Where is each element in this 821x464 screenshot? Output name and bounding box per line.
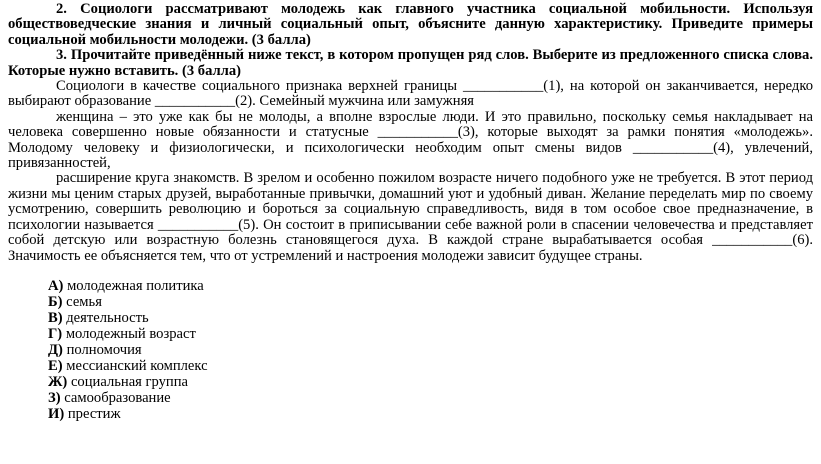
option-i xyxy=(48,406,813,422)
option-letter: Ж) xyxy=(48,373,68,390)
option-e xyxy=(48,358,813,374)
option-letter: Г) xyxy=(48,325,63,342)
task-2-heading: 2. Социологи рассматривают молодежь как главного участника социальной мобильности. Используя обществоведческие знания и личный социальный опыт, объясните данную характеристику. Приведите примеры социальной мобильности молодежи. (3 балла) xyxy=(8,1,813,48)
option-text: самообразование xyxy=(64,389,171,406)
option-letter: В) xyxy=(48,309,63,326)
task-3-heading: 3. Прочитайте приведённый ниже текст, в котором пропущен ряд слов. Выберите из предложенного списка слова. Которые нужно вставить. (3 балла) xyxy=(8,47,813,79)
option-text: деятельность xyxy=(66,309,149,326)
option-text: престиж xyxy=(67,405,121,422)
option-letter: А) xyxy=(48,277,64,294)
option-a xyxy=(48,278,813,294)
text-paragraph-2: женщина – это уже как бы не молоды, а вполне взрослые люди. И это правильно, поскольку семья накладывает на человека совершенно новые обязанности и статусные ___________(3), которые выходят за рамки понятия «молодежь». Молодому человеку и физиологически, и психологически необходим опыт смены видов ___________(4), увлечений, привязанностей, xyxy=(8,108,813,172)
option-text: полномочия xyxy=(66,341,142,358)
option-g xyxy=(48,326,813,342)
option-letter: И) xyxy=(48,405,65,422)
option-z xyxy=(48,390,813,406)
option-d xyxy=(48,342,813,358)
option-zh xyxy=(48,374,813,390)
option-text: семья xyxy=(66,293,102,310)
option-text: мессианский комплекс xyxy=(66,357,208,374)
text-paragraph-3: расширение круга знакомств. В зрелом и особенно пожилом возрасте ничего подобного уже не требуется. В этот период жизни мы ценим старых друзей, выработанные привычки, домашний уют и удобный диван. Желание переделать мир по своему усмотрению, совершить революцию и бороться за социальную справедливость, видя в том особое свое предназначение, в психологии называется ___________(5). Он состоит в приписывании себе важной роли в спасении человечества и представляет собой детскую или возрастную болезнь становящегося духа. В каждой стране вырабатывается особая ___________(6). Значимость ее объясняется тем, что от устремлений и настроения молодежи зависит будущее страны. xyxy=(8,170,813,264)
option-b xyxy=(48,294,813,310)
option-text: молодежная политика xyxy=(67,277,204,294)
option-text: молодежный возраст xyxy=(65,325,196,342)
option-text: социальная группа xyxy=(70,373,189,390)
option-v xyxy=(48,310,813,326)
option-letter: Д) xyxy=(48,341,63,358)
answer-options-list xyxy=(8,278,813,422)
option-letter: Б) xyxy=(48,293,63,310)
option-letter: З) xyxy=(48,389,61,406)
option-letter: Е) xyxy=(48,357,63,374)
text-paragraph-1: Социологи в качестве социального признака верхней границы ___________(1), на которой он заканчивается, нередко выбирают образование ___________(2). Семейный мужчина или замужняя xyxy=(8,78,813,110)
